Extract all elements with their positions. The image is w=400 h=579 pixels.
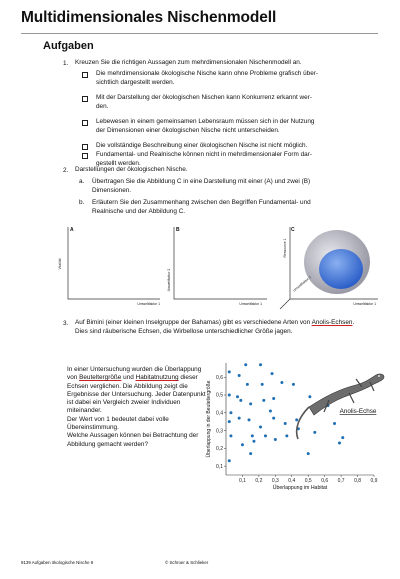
statement-line: Die vollständige Beschreibung einer ökologischen Nische ist nicht möglich. — [96, 142, 308, 149]
statement-line: Lebewesen in einem gemeinsamen Lebensraum müssen sich in der Nutzung — [96, 118, 315, 125]
scatter-point — [269, 410, 272, 413]
scatter-point — [238, 417, 241, 420]
figure-a-ylabel: Vitalität — [58, 258, 62, 270]
task2-number: 2. — [63, 167, 69, 174]
scatter-point — [292, 383, 295, 386]
y-axis-label: Überlappung in der Beutetiergröße — [206, 380, 212, 458]
scatter-point — [274, 438, 277, 441]
task2a-line1: Übertragen Sie die Abbildung C in eine Darstellung mit einer (A) und zwei (B) — [92, 178, 311, 185]
task2a-label: a. — [79, 178, 85, 185]
real-niche-sphere — [319, 249, 363, 289]
figure-a — [58, 227, 160, 306]
anolis-link[interactable]: Anolis-Echsen — [311, 319, 353, 326]
statement-line: Mit der Darstellung der ökologischen Nischen kann Konkurrenz erkannt wer- — [96, 94, 312, 101]
niche-figures — [0, 222, 400, 312]
scatter-point — [252, 440, 255, 443]
y-tick-label: 0,6 — [216, 374, 223, 381]
scatter-point — [271, 372, 274, 375]
statement-checkbox[interactable] — [82, 120, 88, 126]
figure-b-letter: B — [176, 227, 180, 233]
y-tick-label: 0,1 — [216, 463, 223, 470]
x-tick-label: 0,5 — [304, 478, 312, 484]
scatter-point — [284, 422, 287, 425]
figure-c-diag-label: Umweltfaktor 2 — [292, 275, 312, 293]
scatter-points — [228, 363, 344, 462]
footer-center: © Schroer & Schlieker — [165, 560, 209, 565]
task1-number: 1. — [63, 60, 69, 67]
task3-intro-post: . Dies sind räuberische Echsen, die Wirbellose unterschiedlicher Größe — [75, 319, 355, 335]
scatter-annotation: Anolis-Echse — [339, 408, 377, 415]
task3-body — [67, 366, 207, 449]
scatter-point — [241, 443, 244, 446]
scatter-point — [272, 397, 275, 400]
task3-intro-pre: Auf Bimini (einer kleinen Inselgruppe der Bahamas) gibt es verschiedene Arten von — [75, 319, 311, 326]
statement-line: Die mehrdimensionale ökologische Nische kann ohne Probleme grafisch über- — [96, 70, 319, 77]
scatter-point — [251, 434, 254, 437]
figure-c-ylabel: Ressource 1 — [283, 238, 287, 258]
scatter-point — [229, 434, 232, 437]
task2-intro: Darstellungen der ökologischen Nische. — [75, 166, 188, 173]
x-tick-label: 0,1 — [238, 478, 246, 484]
figure-b — [167, 227, 267, 306]
scatter-point — [259, 426, 262, 429]
task3-number: 3. — [63, 320, 69, 327]
task3-intro-end: jagen. — [274, 327, 293, 335]
x-tick-label: 0,7 — [337, 478, 345, 484]
statement-checkbox[interactable] — [82, 144, 88, 150]
figure-c-letter: C — [291, 227, 295, 233]
task3-intro — [75, 319, 365, 336]
task2a-line2: Dimensionen. — [92, 187, 132, 194]
scatter-point — [236, 395, 239, 398]
statement-checkbox[interactable] — [82, 96, 88, 102]
scatter-point — [244, 363, 247, 366]
task3-text1-pre: In einer Untersuchung wurden die Überlappung von — [67, 366, 202, 382]
scatter-point — [246, 383, 249, 386]
task3-text1-post: dieser Echsen verglichen. Die Abbildung zeigt die Ergebnisse der Untersuchung. Jeder Datenpunkt ist dabei ein Vergleich zweier Individuen miteinander. — [67, 374, 206, 415]
scatter-point — [238, 374, 241, 377]
task3-paragraph2: Der Wert von 1 bedeutet dabei volle Übereinstimmung. — [67, 415, 169, 432]
statement-line: gestellt werden. — [96, 159, 141, 167]
scatter-point — [259, 363, 262, 366]
scatter-point — [249, 402, 252, 405]
scatter-point — [228, 394, 231, 397]
task2b-label: b. — [79, 199, 85, 206]
figure-a-letter: A — [70, 227, 74, 233]
scatter-point — [308, 395, 311, 398]
scatter-point — [338, 442, 341, 445]
title-divider — [21, 33, 378, 34]
figure-a-axes — [68, 227, 160, 299]
scatter-axes — [205, 363, 378, 491]
scatter-point — [295, 418, 298, 421]
scatter-point — [262, 399, 265, 402]
x-tick-label: 0,4 — [288, 478, 296, 484]
statement-line: sichtlich dargestellt werden. — [96, 78, 175, 86]
scatter-point — [264, 434, 267, 437]
scatter-point — [272, 417, 275, 420]
y-tick-label: 0,4 — [216, 410, 223, 417]
habitatnutzung-link[interactable]: Habitatnutzung — [135, 374, 179, 382]
task3-paragraph1 — [67, 366, 207, 416]
x-tick-label: 0,8 — [354, 478, 362, 484]
scatter-point — [228, 459, 231, 462]
scatter-point — [248, 418, 251, 421]
figure-b-ylabel: Umweltfaktor 2 — [167, 268, 171, 292]
scatter-chart — [196, 355, 386, 505]
task2b-line2: Realnische und der Abbildung C. — [92, 208, 186, 215]
task2b-line1: Erläutern Sie den Zusammenhang zwischen den Begriffen Fundamental- und — [92, 199, 311, 206]
scatter-point — [285, 434, 288, 437]
scatter-point — [333, 422, 336, 425]
scatter-point — [228, 420, 231, 423]
x-tick-label: 0,9 — [370, 478, 378, 484]
figure-c-z-axis — [280, 299, 290, 309]
scatter-point — [307, 452, 310, 455]
scatter-point — [249, 452, 252, 455]
scatter-point — [229, 411, 232, 414]
statement-line: der Dimensionen einer ökologischen Nische nicht unterscheiden. — [96, 126, 280, 134]
y-tick-label: 0,3 — [216, 428, 223, 435]
statement-line: den. — [96, 102, 109, 110]
beuteltergroesse-link[interactable]: Beuteltergröße — [79, 374, 122, 382]
scatter-point — [341, 436, 344, 439]
x-tick-label: 0,6 — [321, 478, 329, 484]
y-tick-label: 0,2 — [216, 446, 223, 453]
x-axis-label: Überlappung im Habitat — [272, 485, 328, 491]
figure-a-xlabel: Umweltfaktor 1 — [137, 302, 160, 306]
x-tick-label: 0,2 — [255, 478, 263, 484]
anolis-lizard-illustration — [297, 374, 384, 439]
scatter-point — [239, 399, 242, 402]
figure-c-xlabel: Umweltfaktor 1 — [353, 302, 376, 306]
section-heading: Aufgaben — [43, 40, 94, 52]
scatter-point — [313, 431, 316, 434]
scatter-point — [280, 381, 283, 384]
statement-checkbox[interactable] — [82, 72, 88, 78]
statement-line: Fundamental- und Realnische können nicht in mehrdimensionaler Form dar- — [96, 151, 312, 158]
figure-b-axes — [174, 227, 267, 299]
x-tick-label: 0,3 — [271, 478, 279, 484]
scatter-point — [228, 370, 231, 373]
figure-c — [280, 227, 378, 309]
footer-left: 9139 Aufgaben ökologische Nische 9 — [21, 560, 94, 565]
task3-text1-mid: und — [121, 374, 136, 382]
y-tick-label: 0,5 — [216, 392, 223, 399]
scatter-point — [261, 383, 264, 386]
figure-b-xlabel: Umweltfaktor 1 — [239, 302, 262, 306]
page-title: Multidimensionales Nischenmodell — [21, 9, 277, 26]
task3-question: Welche Aussagen können bei Betrachtung der Abbildung gemacht werden? — [67, 432, 199, 448]
statement-checkbox[interactable] — [82, 153, 88, 159]
task1-intro: Kreuzen Sie die richtigen Aussagen zum mehrdimensionalen Nischenmodell an. — [75, 59, 302, 66]
